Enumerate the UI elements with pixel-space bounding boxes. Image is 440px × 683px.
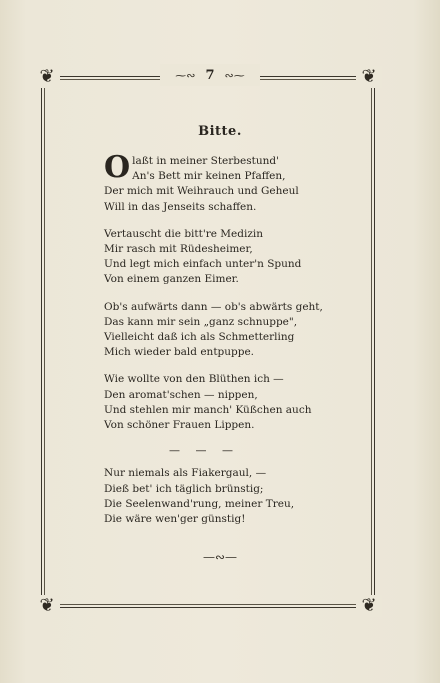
- poem-line: Mir rasch mit Rüdesheimer,: [104, 243, 253, 256]
- stanza-3: [104, 300, 344, 361]
- poem-line: An's Bett mir keinen Pfaffen,: [132, 170, 286, 183]
- stanza-4: [104, 372, 344, 433]
- poem-line: Wie wollte von den Blüthen ich —: [104, 373, 284, 386]
- corner-ornament-icon: ❦: [356, 66, 382, 88]
- page-header: [160, 64, 260, 86]
- poem-title: Bitte.: [198, 124, 242, 139]
- poem-line: Dieß bet' ich täglich brünstig;: [104, 482, 264, 495]
- poem-line: Vertauscht die bitt're Medizin: [104, 227, 263, 240]
- stanza-2: [104, 227, 344, 288]
- corner-ornament-icon: ❦: [356, 595, 382, 617]
- poem-line: Von einem ganzen Eimer.: [104, 273, 239, 286]
- page-number: 7: [205, 68, 215, 83]
- poem-line: Vielleicht daß ich als Schmetterling: [104, 331, 295, 344]
- poem-line: Die Seelenwand'rung, meiner Treu,: [104, 497, 295, 510]
- poem-line: Die wäre wen'ger günstig!: [104, 513, 246, 526]
- poem-line: Mich wieder bald entpuppe.: [104, 346, 255, 359]
- poem-line: Das kann mir sein „ganz schnuppe",: [104, 315, 298, 328]
- poem-line: Der mich mit Weihrauch und Geheul: [104, 185, 299, 198]
- stanza-separator: — — —: [169, 444, 239, 458]
- poem-line: Nur niemals als Fiakergaul, —: [104, 467, 267, 480]
- header-ornament-left-icon: ⁓∾: [175, 69, 196, 82]
- header-ornament-right-icon: ∾⁓: [224, 69, 245, 82]
- stanza-1: [104, 152, 344, 215]
- corner-ornament-icon: ❦: [34, 595, 60, 617]
- poem-line: Und legt mich einfach unter'n Spund: [104, 258, 302, 271]
- poem-line: Den aromat'schen — nippen,: [104, 388, 258, 401]
- poem-line: Will in das Jenseits schaffen.: [104, 200, 257, 213]
- poem-body: [104, 152, 344, 539]
- poem-line: Ob's aufwärts dann — ob's abwärts geht,: [104, 300, 323, 313]
- drop-cap: O: [104, 150, 131, 185]
- poem-line: laßt in meiner Sterbestund': [132, 155, 279, 167]
- tail-ornament-icon: —∾—: [202, 550, 238, 564]
- corner-ornament-icon: ❦: [34, 66, 60, 88]
- stanza-5: [104, 466, 344, 527]
- poem-line: Und stehlen mir manch' Küßchen auch: [104, 403, 312, 416]
- poem-line: Von schöner Frauen Lippen.: [104, 419, 255, 432]
